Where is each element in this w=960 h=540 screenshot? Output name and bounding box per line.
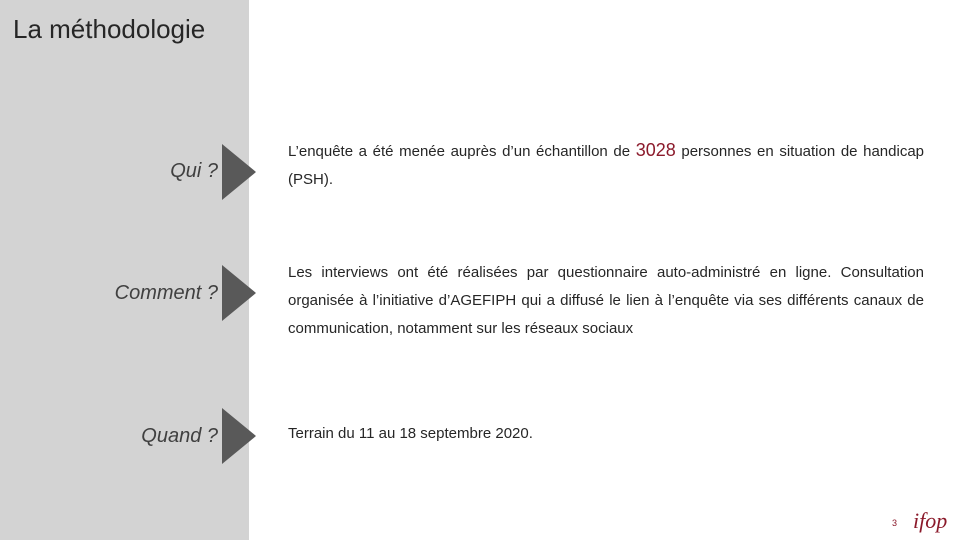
sidebar-panel — [0, 0, 249, 540]
paragraph-quand: Terrain du 11 au 18 septembre 2020. — [288, 425, 533, 442]
paragraph-qui — [288, 136, 924, 194]
text-qui-before: L’enquête a été menée auprès d’un échantillon de — [288, 143, 636, 160]
sample-size-value: 3028 — [635, 140, 676, 160]
page-title: La méthodologie — [13, 14, 206, 44]
page-number: 3 — [892, 518, 898, 528]
arrow-right-icon — [222, 408, 256, 464]
label-comment: Comment ? — [114, 282, 218, 304]
arrow-right-icon — [222, 144, 256, 200]
text-qui-after: personnes en situation de handicap (PSH). — [288, 143, 925, 188]
ifop-logo-icon — [912, 502, 954, 538]
logo-text: ifop — [913, 508, 948, 533]
label-quand: Quand ? — [141, 425, 218, 447]
paragraph-comment: Les interviews ont été réalisées par questionnaire auto-administré en ligne. Consultation organisée à l’initiative d’AGEFIPH qui a diffusé le lien à l’enquête via ses différents canaux de communication, notamment sur les réseaux sociaux — [288, 264, 924, 337]
label-qui: Qui ? — [170, 160, 218, 182]
arrow-right-icon — [222, 265, 256, 321]
